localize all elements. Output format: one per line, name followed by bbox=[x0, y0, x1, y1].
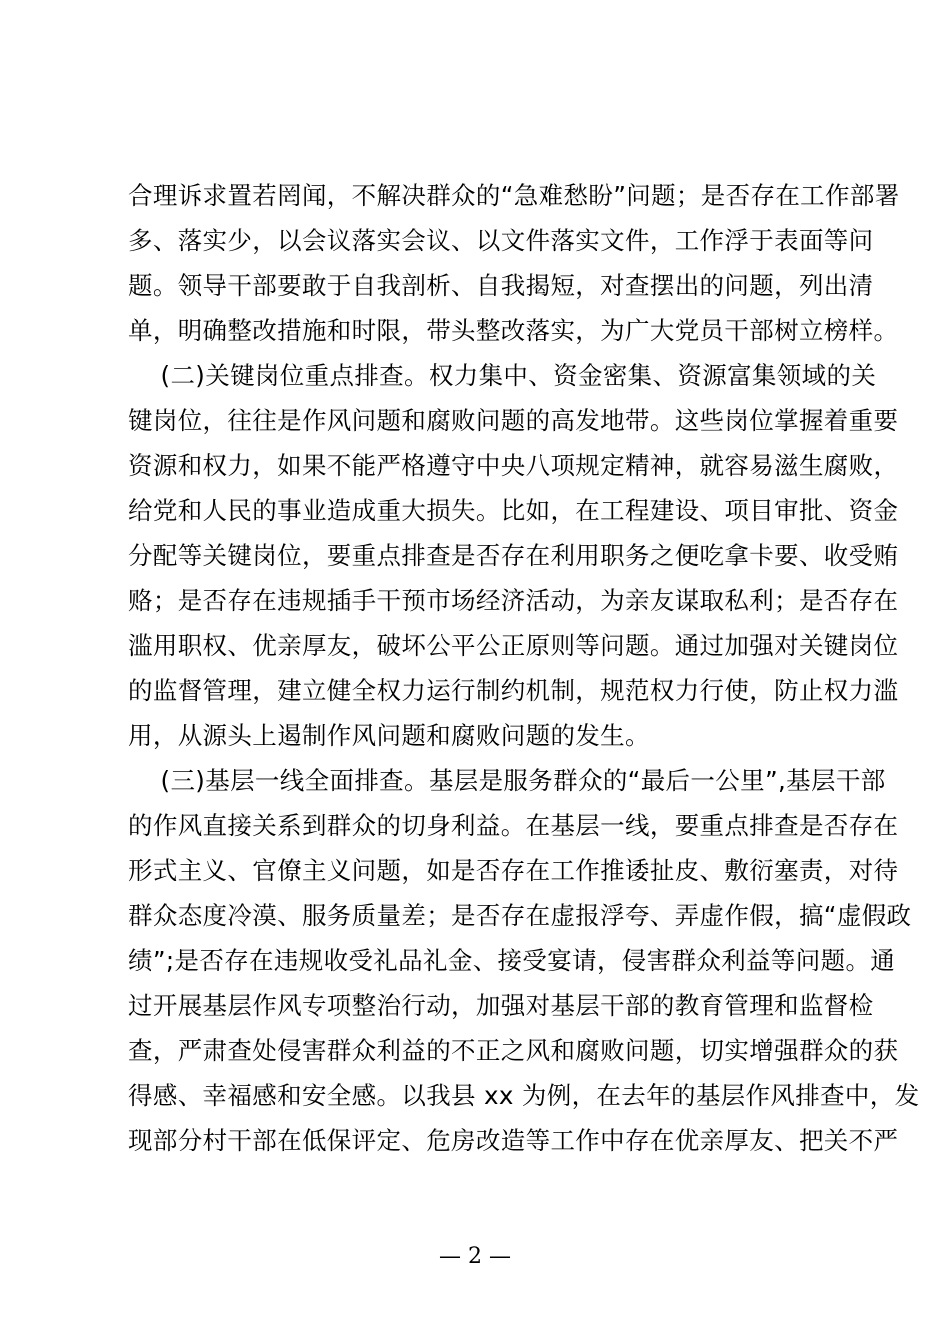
text-line: 查，严肃查处侵害群众利益的不正之风和腐败问题，切实增强群众的获 bbox=[128, 1036, 899, 1065]
text-line: 单，明确整改措施和时限，带头整改落实，为广大党员干部树立榜样。 bbox=[128, 316, 899, 345]
text-line: 赂；是否存在违规插手干预市场经济活动，为亲友谋取私利；是否存在 bbox=[128, 586, 899, 615]
text-line: 得感、幸福感和安全感。以我县 xx 为例，在去年的基层作风排查中，发 bbox=[128, 1081, 920, 1110]
section-heading-line: (二)关键岗位重点排查。权力集中、资金密集、资源富集领域的关 bbox=[128, 361, 877, 390]
text-line: 过开展基层作风专项整治行动，加强对基层干部的教育管理和监督检 bbox=[128, 991, 874, 1020]
page-number: — 2 — bbox=[439, 1244, 511, 1269]
text-line: 群众态度冷漠、服务质量差；是否存在虚报浮夸、弄虚作假，搞“虚假政 bbox=[128, 901, 912, 930]
text-line: 资源和权力，如果不能严格遵守中央八项规定精神，就容易滋生腐败， bbox=[128, 451, 899, 480]
text-line: 滥用职权、优亲厚友，破坏公平公正原则等问题。通过加强对关键岗位 bbox=[128, 631, 899, 660]
text-line: 的监督管理，建立健全权力运行制约机制，规范权力行使，防止权力滥 bbox=[128, 676, 899, 705]
text-line: 现部分村干部在低保评定、危房改造等工作中存在优亲厚友、把关不严 bbox=[128, 1126, 899, 1155]
text-line: 题。领导干部要敢于自我剖析、自我揭短，对查摆出的问题，列出清 bbox=[128, 271, 874, 300]
text-line: 的作风直接关系到群众的切身利益。在基层一线，要重点排查是否存在 bbox=[128, 811, 899, 840]
text-line: 合理诉求置若罔闻，不解决群众的“急难愁盼”问题；是否存在工作部署 bbox=[128, 181, 900, 210]
text-line: 绩”;是否存在违规收受礼品礼金、接受宴请，侵害群众利益等问题。通 bbox=[128, 946, 896, 975]
text-line: 分配等关键岗位，要重点排查是否存在利用职务之便吃拿卡要、收受贿 bbox=[128, 541, 899, 570]
text-line: 给党和人民的事业造成重大损失。比如，在工程建设、项目审批、资金 bbox=[128, 496, 899, 525]
text-line: 键岗位，往往是作风问题和腐败问题的高发地带。这些岗位掌握着重要 bbox=[128, 406, 899, 435]
text-line: 多、落实少，以会议落实会议、以文件落实文件，工作浮于表面等问 bbox=[128, 226, 874, 255]
section-heading-line: (三)基层一线全面排查。基层是服务群众的“最后一公里”,基层干部 bbox=[128, 766, 886, 795]
text-line: 用，从源头上遏制作风问题和腐败问题的发生。 bbox=[128, 721, 650, 750]
text-line: 形式主义、官僚主义问题，如是否存在工作推诿扯皮、敷衍塞责，对待 bbox=[128, 856, 899, 885]
